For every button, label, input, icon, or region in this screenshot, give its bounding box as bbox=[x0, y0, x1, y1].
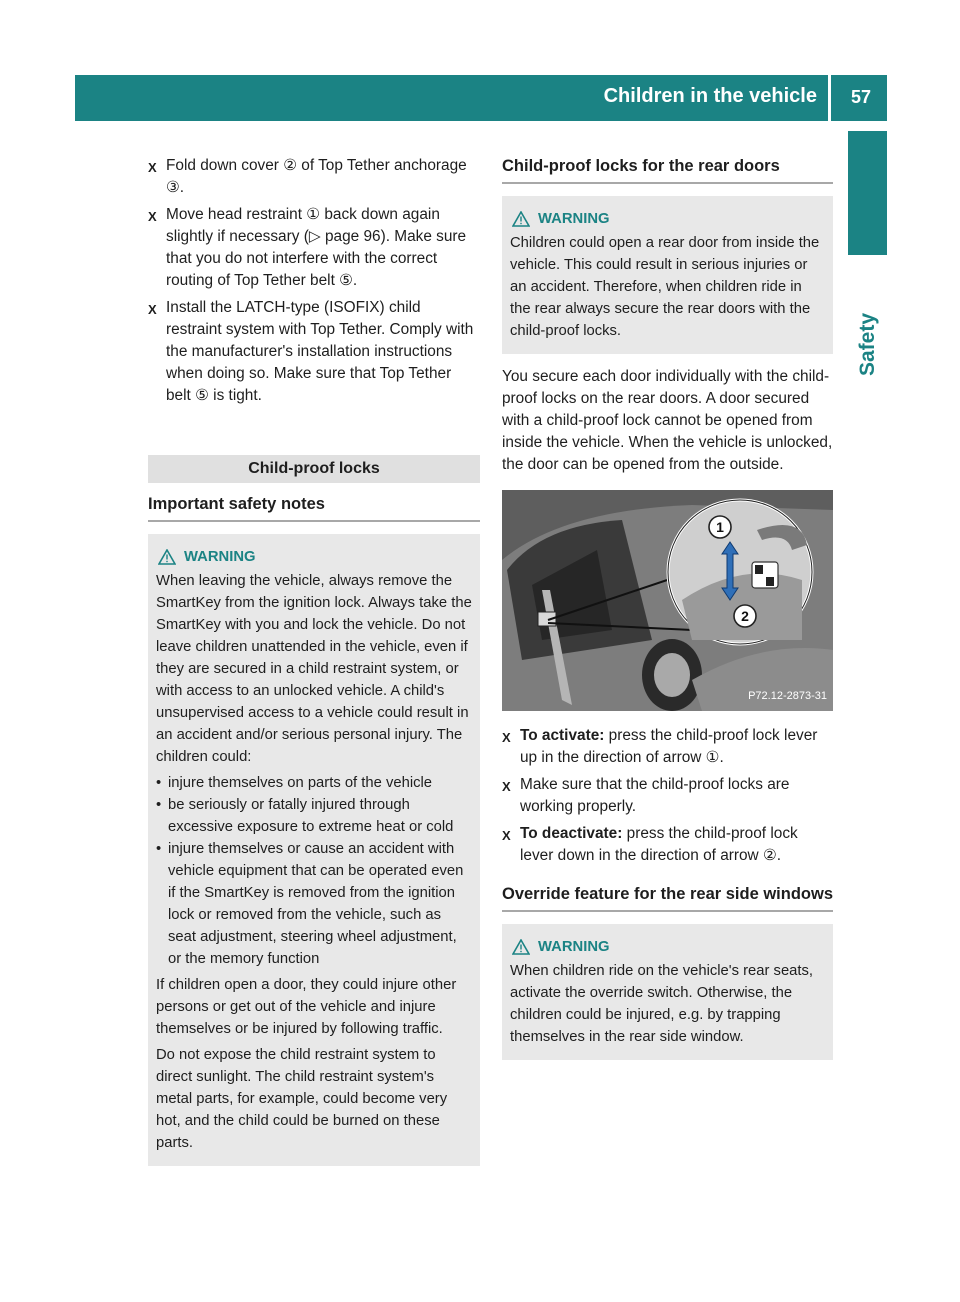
warning-title: WARNING bbox=[538, 211, 610, 227]
bullet-icon: • bbox=[156, 841, 162, 857]
section-heading: Child-proof locks for the rear doors bbox=[502, 155, 833, 184]
step-label: To deactivate: bbox=[520, 825, 623, 842]
instruction-step bbox=[148, 297, 480, 407]
step-text: Install the LATCH-type (ISOFIX) child restraint system with Top Tether. Comply with the manufacturer's installation instructions when doing so. Make sure that Top Tether belt ⑤ is tight. bbox=[166, 299, 474, 404]
warning-box bbox=[502, 924, 833, 1060]
instruction-step bbox=[502, 774, 833, 818]
image-code: P72.12-2873-31 bbox=[748, 690, 827, 702]
subheading: Important safety notes bbox=[148, 493, 480, 522]
body-paragraph: You secure each door individually with the child-proof locks on the rear doors. A door secured with a child-proof lock cannot be opened from inside the vehicle. When the vehicle is unlocked, the door can be opened from the outside. bbox=[502, 368, 833, 473]
x-arrow-icon: X bbox=[148, 209, 157, 224]
step-text: Make sure that the child-proof locks are working properly. bbox=[520, 776, 790, 815]
x-arrow-icon: X bbox=[502, 828, 511, 843]
subheading: Override feature for the rear side windows bbox=[502, 883, 833, 912]
page-header bbox=[75, 75, 887, 121]
step-text: press the child-proof lock lever up in the direction of arrow ①. bbox=[520, 727, 818, 766]
section-tab-label: Safety bbox=[856, 312, 879, 376]
step-text: Move head restraint ① back down again slightly if necessary (▷ page 96). Make sure that you do not interfere with the correct routing of Top Tether belt ⑤. bbox=[166, 206, 467, 289]
warning-box bbox=[502, 196, 833, 354]
warning-text: If children open a door, they could injure other persons or get out of the vehicle and injure themselves or be injured by following traffic. bbox=[156, 977, 457, 1037]
svg-text:2: 2 bbox=[741, 608, 749, 624]
left-column bbox=[148, 155, 480, 1166]
x-arrow-icon: X bbox=[502, 730, 511, 745]
bullet-icon: • bbox=[156, 775, 162, 791]
door-lock-photo bbox=[502, 490, 833, 711]
svg-text:1: 1 bbox=[716, 519, 724, 535]
warning-title: WARNING bbox=[184, 549, 256, 565]
warning-header bbox=[156, 546, 472, 568]
chapter-title: Children in the vehicle bbox=[603, 85, 817, 107]
page-number: 57 bbox=[850, 87, 872, 107]
warning-header bbox=[510, 208, 825, 230]
warning-header bbox=[510, 936, 825, 958]
section-tab-marker bbox=[848, 131, 887, 255]
instruction-step bbox=[148, 204, 480, 292]
warning-text: Children could open a rear door from inside the vehicle. This could result in serious injuries or an accident. Therefore, when children ride in the rear always secure the rear doors with the child-proof locks. bbox=[510, 235, 820, 339]
section-title: Child-proof locks bbox=[148, 455, 480, 483]
bullet-item bbox=[156, 772, 472, 794]
warning-box bbox=[148, 534, 480, 1166]
warning-text: When leaving the vehicle, always remove the SmartKey from the ignition lock. Always take the SmartKey with you and lock the vehicle. Do not leave children unattended in the vehicle, even if they are secured in a child restraint system, or with access to an unlocked vehicle. A child's unsupervised access to a vehicle could result in an accident and/or serious personal injury. The children could: bbox=[156, 573, 472, 765]
warning-triangle-icon bbox=[158, 549, 176, 565]
instruction-step bbox=[502, 725, 833, 769]
warning-triangle-icon bbox=[512, 211, 530, 227]
warning-triangle-icon bbox=[512, 939, 530, 955]
step-text: Fold down cover ② of Top Tether anchorage ③. bbox=[166, 157, 467, 196]
bullet-icon: • bbox=[156, 797, 162, 813]
x-arrow-icon: X bbox=[502, 779, 511, 794]
right-column bbox=[502, 155, 833, 1060]
bullet-text: injure themselves on parts of the vehicle bbox=[168, 775, 433, 791]
header-divider bbox=[828, 75, 831, 121]
bullet-text: injure themselves or cause an accident with vehicle equipment that can be operated even if the SmartKey is removed from the ignition lock or removed from the vehicle, such as seat adjustment, steering wheel adjustment, or the memory function bbox=[168, 841, 464, 967]
bullet-text: be seriously or fatally injured through excessive exposure to extreme heat or cold bbox=[168, 797, 454, 835]
instruction-step bbox=[502, 823, 833, 867]
warning-text: When children ride on the vehicle's rear seats, activate the override switch. Otherwise, the children could be injured, e.g. by trapping themselves in the rear side window. bbox=[510, 963, 814, 1045]
warning-title: WARNING bbox=[538, 939, 610, 955]
bullet-item bbox=[156, 794, 472, 838]
x-arrow-icon: X bbox=[148, 160, 157, 175]
x-arrow-icon: X bbox=[148, 302, 157, 317]
warning-text: Do not expose the child restraint system to direct sunlight. The child restraint system's metal parts, for example, could become very hot, and the child could be burned on these parts. bbox=[156, 1047, 448, 1151]
step-label: To activate: bbox=[520, 727, 605, 744]
instruction-step bbox=[148, 155, 480, 199]
bullet-item bbox=[156, 838, 472, 970]
step-text: press the child-proof lock lever down in the direction of arrow ②. bbox=[520, 825, 798, 864]
